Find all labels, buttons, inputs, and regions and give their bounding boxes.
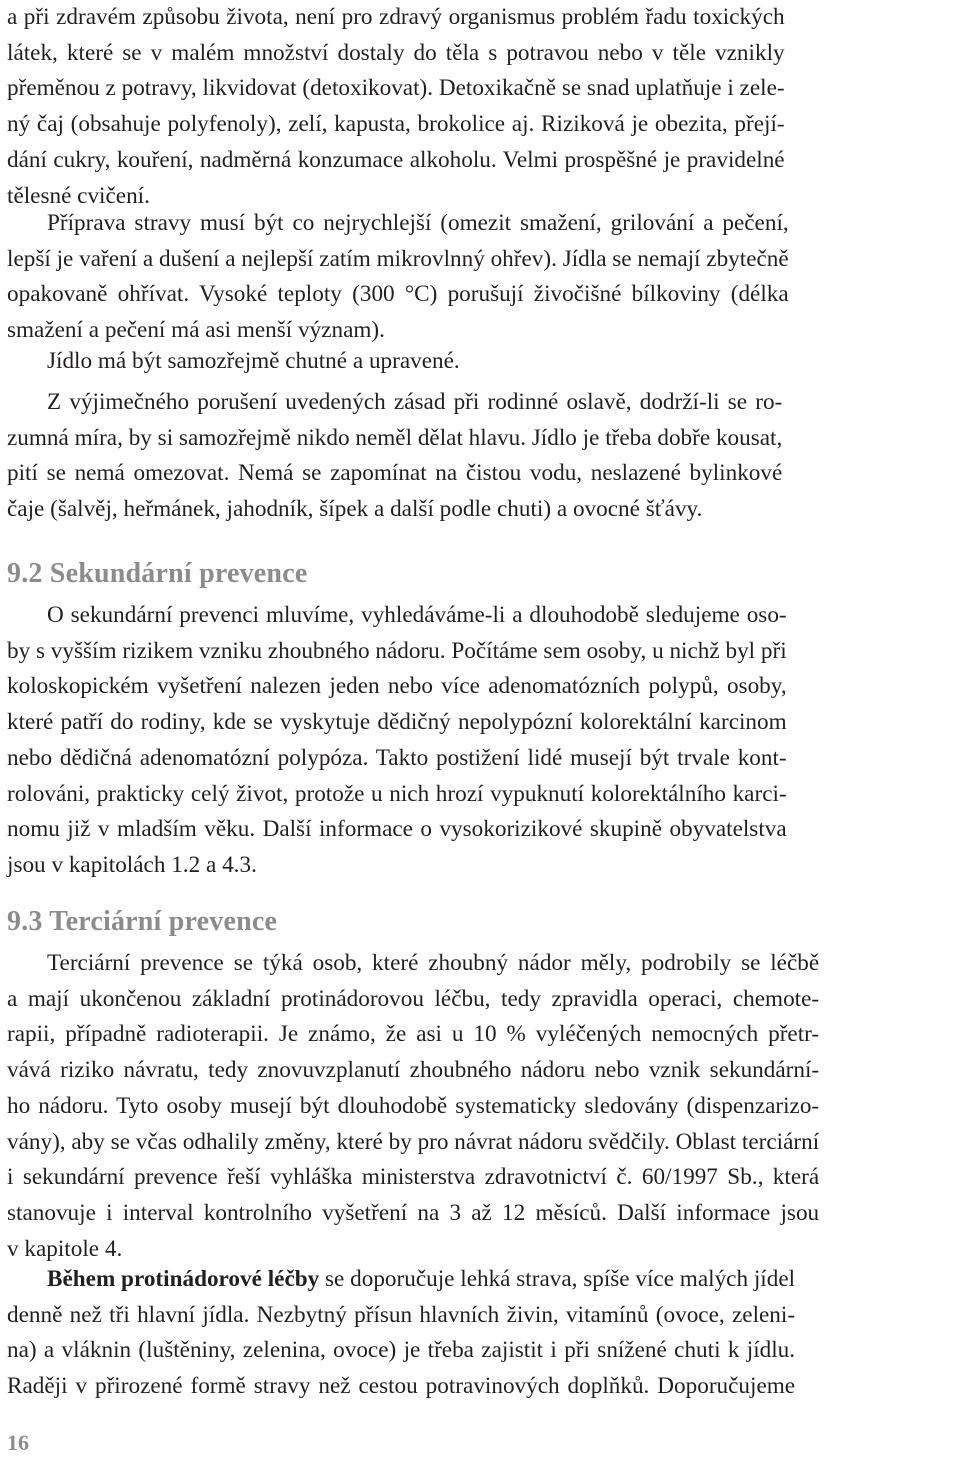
text-line: a při zdravém způsobu života, není pro zdravý organismus problém řadu toxických (7, 4, 785, 30)
text-line: Raději v přirozené formě stravy než cestou potravinových doplňků. Doporučujeme (7, 1373, 796, 1400)
text-line: denně než tři hlavní jídla. Nezbytný přísun hlavních živin, vitamínů (ovoce, zeleni- (7, 1301, 796, 1328)
section-heading-secondary-prevention: 9.2 Sekundární prevence (7, 558, 308, 589)
page-number: 16 (7, 1430, 29, 1455)
text-line: čaje (šalvěj, heřmánek, jahodník, šípek a další podle chuti) a ovocné šťávy. (7, 496, 703, 523)
text-line: zumná míra, by si samozřejmě nikdo neměl dělat hlavu. Jídlo je třeba dobře kousat, (7, 424, 783, 451)
bold-lead-in: Během protinádorové léčby (47, 1266, 320, 1292)
paragraph-detoxication (7, 0, 785, 214)
text-line: vává riziko návratu, tedy znovuvzplanutí zhoubného nádoru nebo vznik sekundární- (7, 1057, 820, 1084)
text-line: Terciární prevence se týká osob, které zhoubný nádor měly, podrobily se léčbě (47, 950, 820, 976)
text-line: rapii, případně radioterapii. Je známo, že asi u 10 % vyléčených nemocných přetr- (7, 1021, 820, 1048)
text-line: Příprava stravy musí být co nejrychlejší (omezit smažení, grilování a pečení, (47, 210, 789, 236)
paragraph-during-treatment (7, 1262, 795, 1405)
text-line: nebo dědičná adenomatózní polypóza. Takto postižení lidé musejí být trvale kont- (7, 744, 787, 771)
text-line: tělesné cvičení. (7, 182, 150, 209)
text-line: opakovaně ohřívat. Vysoké teploty (300 °C) porušují živočišné bílkoviny (délka (7, 281, 789, 308)
text-line: pití se nemá omezovat. Nemá se zapomínat na čistou vodu, neslazené bylinkové (7, 460, 783, 487)
text-line: rolováni, prakticky celý život, protože u nich hrozí vypuknutí kolorektálního karci- (7, 780, 787, 807)
text-line: a mají ukončenou základní protinádorovou léčbu, tedy zpravidla operaci, chemote- (7, 985, 820, 1012)
section-heading-tertiary-prevention: 9.3 Terciární prevence (7, 906, 278, 937)
text-fragment: se doporučuje lehká strava, spíše více malých jídel (319, 1266, 796, 1292)
text-line: dání cukry, kouření, nadměrná konzumace alkoholu. Velmi prospěšné je pravidelné (7, 146, 785, 173)
paragraph-secondary-prevention (7, 598, 787, 884)
text-line: smažení a pečení má asi menší význam). (7, 317, 385, 344)
text-line: látek, které se v malém množství dostaly do těla s potravou nebo v těle vznikly (7, 39, 785, 66)
text-line: nomu již v mladším věku. Další informace o vysokorizikové skupině obyvatelstva (7, 816, 787, 843)
text-line: vány), aby se včas odhalily změny, které by pro návrat nádoru svědčily. Oblast terciární (7, 1128, 820, 1155)
text-line: stanovuje i interval kontrolního vyšetření na 3 až 12 měsíců. Další informace jsou (7, 1199, 820, 1226)
paragraph-exceptions (7, 385, 782, 528)
text-line: které patří do rodiny, kde se vyskytuje dědičný nepolypózní kolorektální karcinom (7, 709, 787, 736)
text-line: v kapitole 4. (7, 1235, 123, 1262)
paragraph-food-preparation (7, 206, 789, 349)
text-line: i sekundární prevence řeší vyhláška ministerstva zdravotnictví č. 60/1997 Sb., která (7, 1164, 820, 1191)
text-line: přeměnou z potravy, likvidovat (detoxikovat). Detoxikačně se snad uplatňuje i zele- (7, 75, 785, 102)
text-line: ho nádoru. Tyto osoby musejí být dlouhodobě systematicky sledovány (dispenzarizo- (7, 1092, 820, 1119)
text-line: by s vyšším rizikem vzniku zhoubného nádoru. Počítáme sem osoby, u nichž byl při (7, 637, 787, 664)
text-line: ný čaj (obsahuje polyfenoly), zelí, kapusta, brokolice aj. Riziková je obezita, přejí- (7, 111, 785, 138)
text-line (7, 1262, 795, 1298)
text-line: Z výjimečného porušení uvedených zásad při rodinné oslavě, dodrží-li se ro- (47, 389, 783, 415)
text-line: Jídlo má být samozřejmě chutné a upravené. (47, 348, 460, 374)
text-line: na) a vláknin (luštěniny, zelenina, ovoce) je třeba zajistit i při snížené chuti k jídlu. (7, 1337, 796, 1364)
text-line: lepší je vaření a dušení a nejlepší zatím mikrovlnný ohřev). Jídla se nemají zbytečně (7, 245, 789, 272)
text-line: jsou v kapitolách 1.2 a 4.3. (7, 851, 257, 878)
paragraph-tertiary-prevention (7, 946, 819, 1267)
text-line: koloskopickém vyšetření nalezen jeden nebo více adenomatózních polypů, osoby, (7, 673, 787, 700)
text-line: O sekundární prevenci mluvíme, vyhledáváme-li a dlouhodobě sledujeme oso- (47, 602, 787, 628)
paragraph-tasty-food (7, 344, 460, 380)
